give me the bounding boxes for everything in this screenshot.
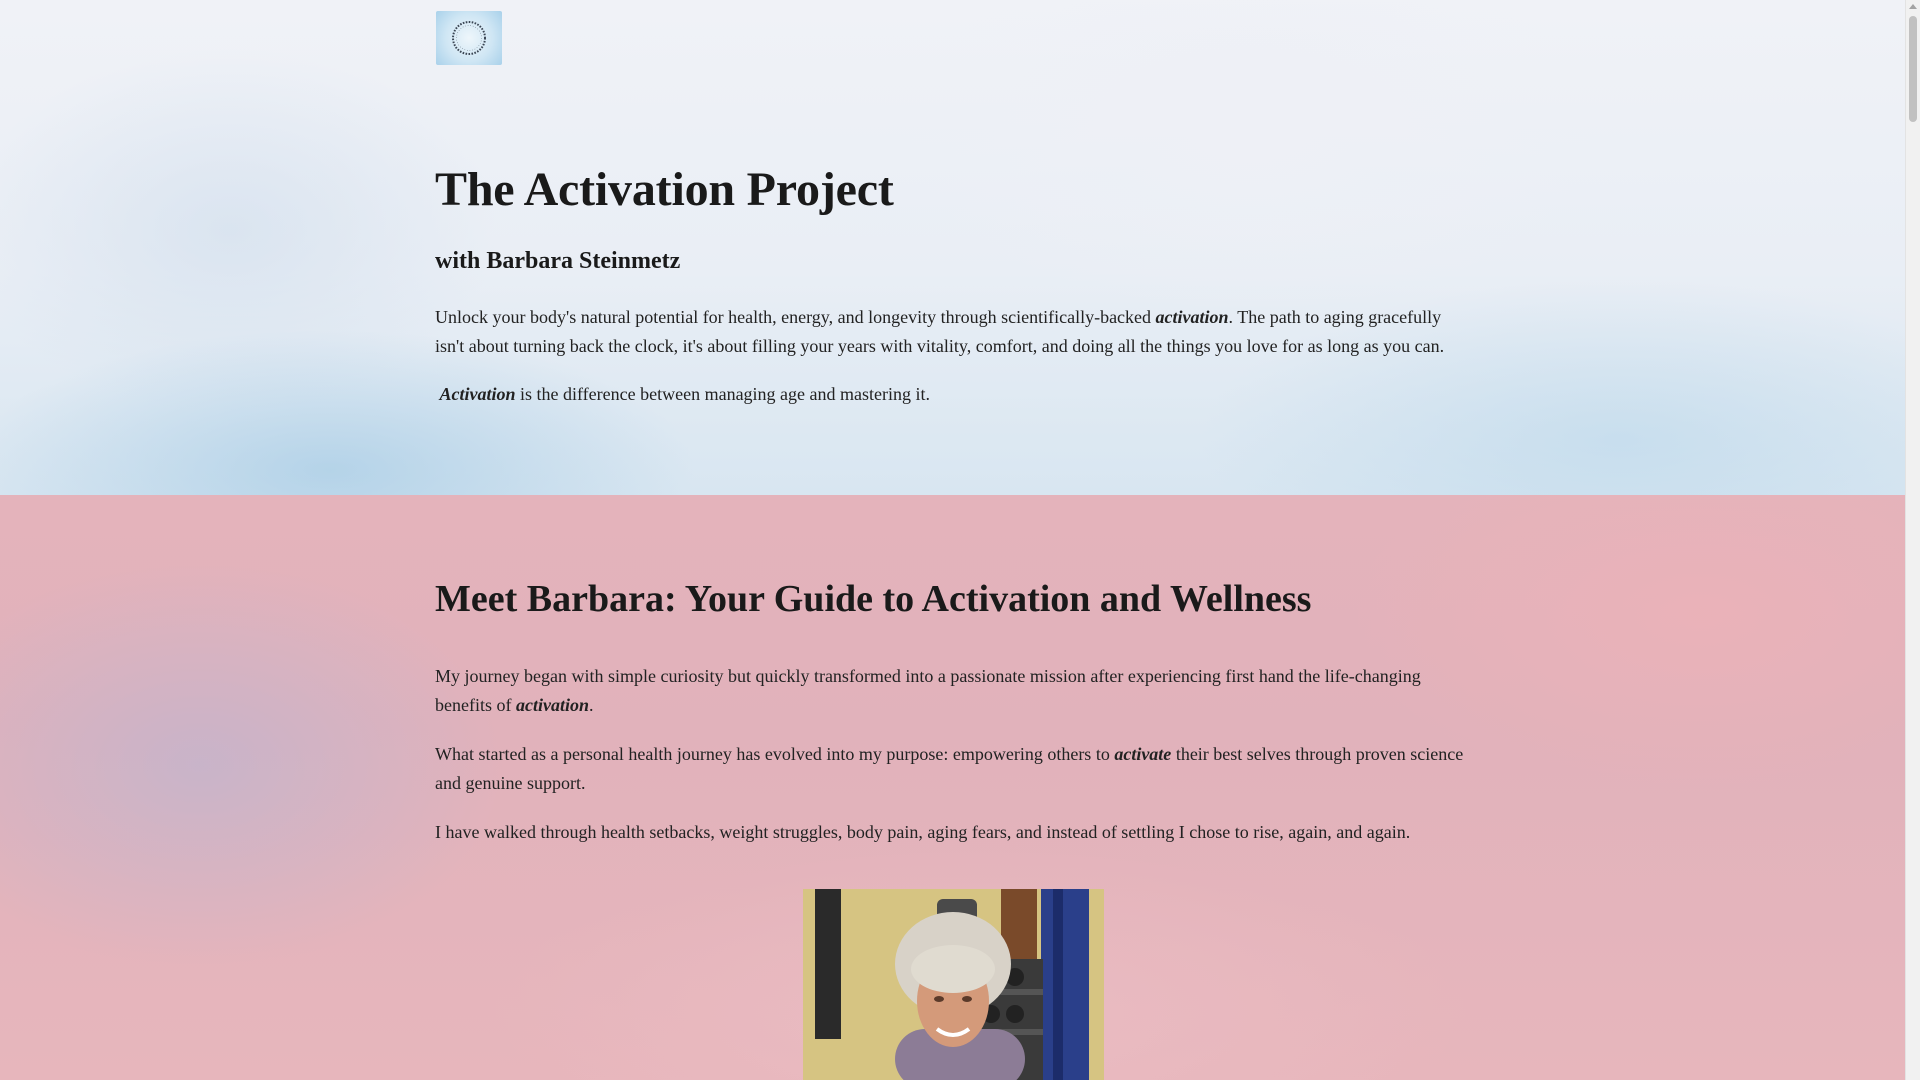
intro-paragraph — [435, 303, 1470, 361]
intro-text-end: . The path to aging gracefully isn't about turning back the clock, it's about filling your years with vitality, comfort, and doing all the things you love for as long as you can. — [435, 307, 1445, 356]
intro-text-start: Unlock your body's natural potential for health, energy, and longevity through scientifically-backed — [435, 307, 1156, 327]
journey-paragraph — [435, 662, 1470, 720]
purpose-text-end: their best selves through proven science and genuine support. — [435, 744, 1464, 793]
circle-logo-icon[interactable] — [436, 11, 502, 65]
page-title: The Activation Project — [435, 163, 894, 216]
activation-emphasis: Activation — [439, 384, 516, 404]
about-title: Meet Barbara: Your Guide to Activation and Wellness — [435, 578, 1312, 620]
intro-emphasis: activation — [1155, 307, 1229, 327]
hero-section — [0, 0, 1905, 495]
purpose-paragraph — [435, 740, 1470, 798]
journey-text-start: My journey began with simple curiosity but quickly transformed into a passionate mission after experiencing first hand the life-changing benefits of — [435, 666, 1421, 715]
vertical-scrollbar[interactable] — [1905, 0, 1920, 1080]
barbara-photo — [803, 889, 1104, 1080]
activation-text: is the difference between managing age and mastering it. — [515, 384, 931, 404]
scroll-up-icon[interactable] — [1909, 4, 1917, 9]
activation-paragraph — [435, 380, 1470, 409]
scrollbar-thumb[interactable] — [1909, 16, 1917, 122]
about-section — [0, 495, 1905, 1080]
page-subtitle: with Barbara Steinmetz — [435, 248, 681, 274]
purpose-text-start: What started as a personal health journey has evolved into my purpose: empowering others to — [435, 744, 1115, 764]
purpose-emphasis: activate — [1114, 744, 1172, 764]
journey-text-end: . — [588, 695, 594, 715]
journey-emphasis: activation — [515, 695, 589, 715]
walked-paragraph: I have walked through health setbacks, weight struggles, body pain, aging fears, and instead of settling I chose to rise, again, and again. — [435, 822, 1411, 842]
